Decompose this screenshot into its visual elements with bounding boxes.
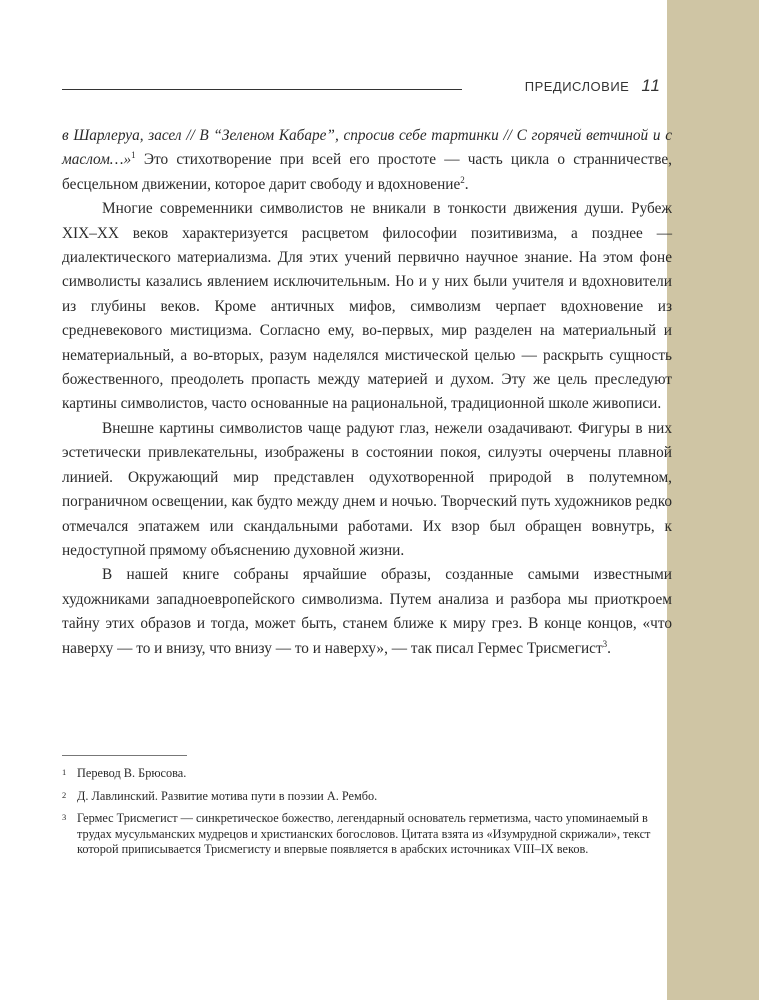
body-text — [62, 124, 672, 661]
section-title: ПРЕДИСЛОВИЕ — [524, 79, 630, 94]
footnote-2 — [62, 789, 674, 805]
footnote-text: Д. Лавлинский. Развитие мотива пути в поэзии А. Рембо. — [77, 788, 378, 803]
paragraph-4-text: В нашей книге собраны ярчайшие образы, созданные самыми известными художниками западноевропейского символизма. Путем анализа и разбора мы приоткроем тайну этих образов и тогда, может быть, станем ближе к миру грез. В конце концов, «что наверху — то и внизу, что внизу — то и наверху», — так писал Гермес Трисмегист — [62, 566, 672, 657]
footnote-mark: 3 — [62, 812, 67, 823]
paragraph-2: Многие современники символистов не вникали в тонкости движения души. Рубеж XIX–XX веков характеризуется расцветом философии позитивизма, а позднее — диалектического материализма. Для этих учений первично научное знание. На этом фоне символисты казались явлением исключительным. Но и у них были учителя и вдохновители из глубины веков. Кроме античных мифов, символизм черпает вдохновение из средневекового мистицизма. Согласно ему, во-первых, мир разделен на материальный и нематериальный, а во-вторых, разум наделялся мистической целью — раскрыть сущность божественного, преодолеть пропасть между материей и духом. Эту же цель преследуют картины символистов, часто основанные на рациональной, традиционной школе живописи. — [62, 200, 672, 413]
paragraph-1-text: Это стихотворение при всей его простоте — часть цикла о странничестве, бесцельном движении, которое дарит свободу и вдохновение — [62, 151, 672, 193]
page-edge-strip — [667, 0, 759, 1000]
running-head — [525, 76, 661, 96]
footnotes — [62, 766, 674, 865]
footnote-text: Перевод В. Брюсова. — [77, 766, 187, 780]
paragraph-3: Внешне картины символистов чаще радуют глаз, нежели озадачивают. Фигуры в них эстетически привлекательны, изображены в состоянии покоя, силуэты очерчены плавной линией. Окружающий мир представлен одухотворенной природой в полутемном, пограничном освещении, как будто между днем и ночью. Творческий путь художников редко отмечался эпатажем или скандальными работами. Их взор был обращен вовнутрь, к недоступной прямому объяснению духовной жизни. — [62, 419, 672, 559]
paragraph-4 — [62, 563, 672, 661]
footnote-ref-1: 1 — [131, 150, 136, 161]
footnote-3 — [62, 811, 674, 858]
page-number: 11 — [641, 76, 661, 95]
footnote-1 — [62, 766, 674, 782]
footnote-text: Гермес Трисмегист — синкретическое божество, легендарный основатель герметизма, часто упоминаемый в трудах мусульманских мудрецов и христианских богословов. Цитата взята из «Изумрудной скрижали», текст которой приписывается Трисмегисту и впервые появляется в арабских источниках VIII–IX веков. — [77, 811, 651, 857]
footnote-ref-3: 3 — [602, 638, 608, 649]
footnote-mark: 1 — [62, 767, 67, 777]
header-rule — [62, 89, 462, 90]
footnote-rule — [62, 755, 187, 756]
poem-quote: в Шарлеруа, засел // В “Зеленом Кабаре”, спросив себе тартинки // С горячей ветчиной и с маслом…» — [62, 127, 672, 169]
paragraph-1-end: . — [464, 175, 469, 193]
footnote-mark: 2 — [62, 789, 67, 800]
footnote-ref-2: 2 — [460, 174, 465, 185]
paragraph-1 — [62, 124, 672, 197]
paragraph-4-end: . — [607, 639, 611, 657]
